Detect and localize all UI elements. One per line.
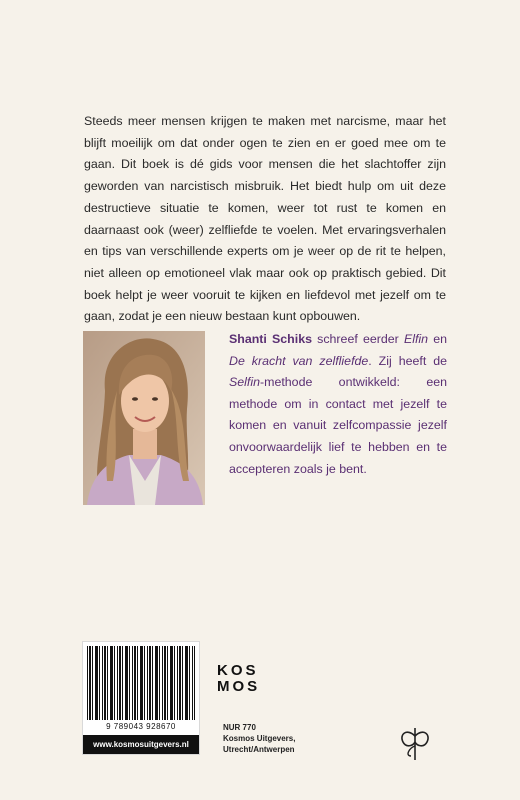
publisher-url: www.kosmosuitgevers.nl [83, 735, 199, 754]
author-portrait [83, 331, 205, 505]
publisher-mark-icon [395, 724, 435, 769]
author-photo [83, 331, 205, 505]
imprint-info [223, 722, 343, 755]
barcode-bars [87, 646, 195, 720]
publisher-name: Kosmos Uitgevers, [223, 734, 296, 743]
bio-text: schreef eerder [311, 332, 404, 346]
logo-line: MOS [217, 678, 261, 695]
method-name: Selfin [229, 375, 260, 390]
isbn-barcode [82, 641, 200, 755]
bio-text: -methode ontwikkeld: een methode om in contact met jezelf te komen en vanuit zelfcompassie jezelf onvoorwaardelijk lief te hebben en te accepteren zoals je bent. [229, 375, 447, 476]
logo-line: KOS [217, 662, 259, 679]
author-bio [229, 329, 447, 480]
book-title: De kracht van zelfliefde [229, 353, 369, 368]
isbn-number: 9 789043 928670 [106, 722, 176, 731]
back-cover-blurb: Steeds meer mensen krijgen te maken met narcisme, maar het blijft moeilijk om dat onder ogen te zien en er goed mee om te gaan. Dit boek is dé gids voor mensen die het slachtoffer zijn geworden van narcistisch misbruik. Het biedt hulp om uit deze destructieve situatie te komen, weer tot rust te komen en daarnaast ook (weer) zelfliefde te voelen. Met ervaringsverhalen en tips van verschillende experts om je weer op de rit te helpen, niet alleen op emotioneel vlak maar ook op praktisch gebied. Dit boek helpt je weer vooruit te kijken en liefdevol met jezelf om te gaan, zodat je een nieuw bestaan kunt opbouwen. [84, 114, 446, 324]
bio-text: en [428, 332, 447, 346]
author-name: Shanti Schiks [229, 332, 312, 346]
bio-text: . Zij heeft de [368, 353, 447, 368]
publisher-logo [217, 663, 273, 695]
nur-code: NUR 770 [223, 723, 256, 732]
publisher-city: Utrecht/Antwerpen [223, 745, 295, 754]
book-title: Elfin [403, 332, 429, 346]
